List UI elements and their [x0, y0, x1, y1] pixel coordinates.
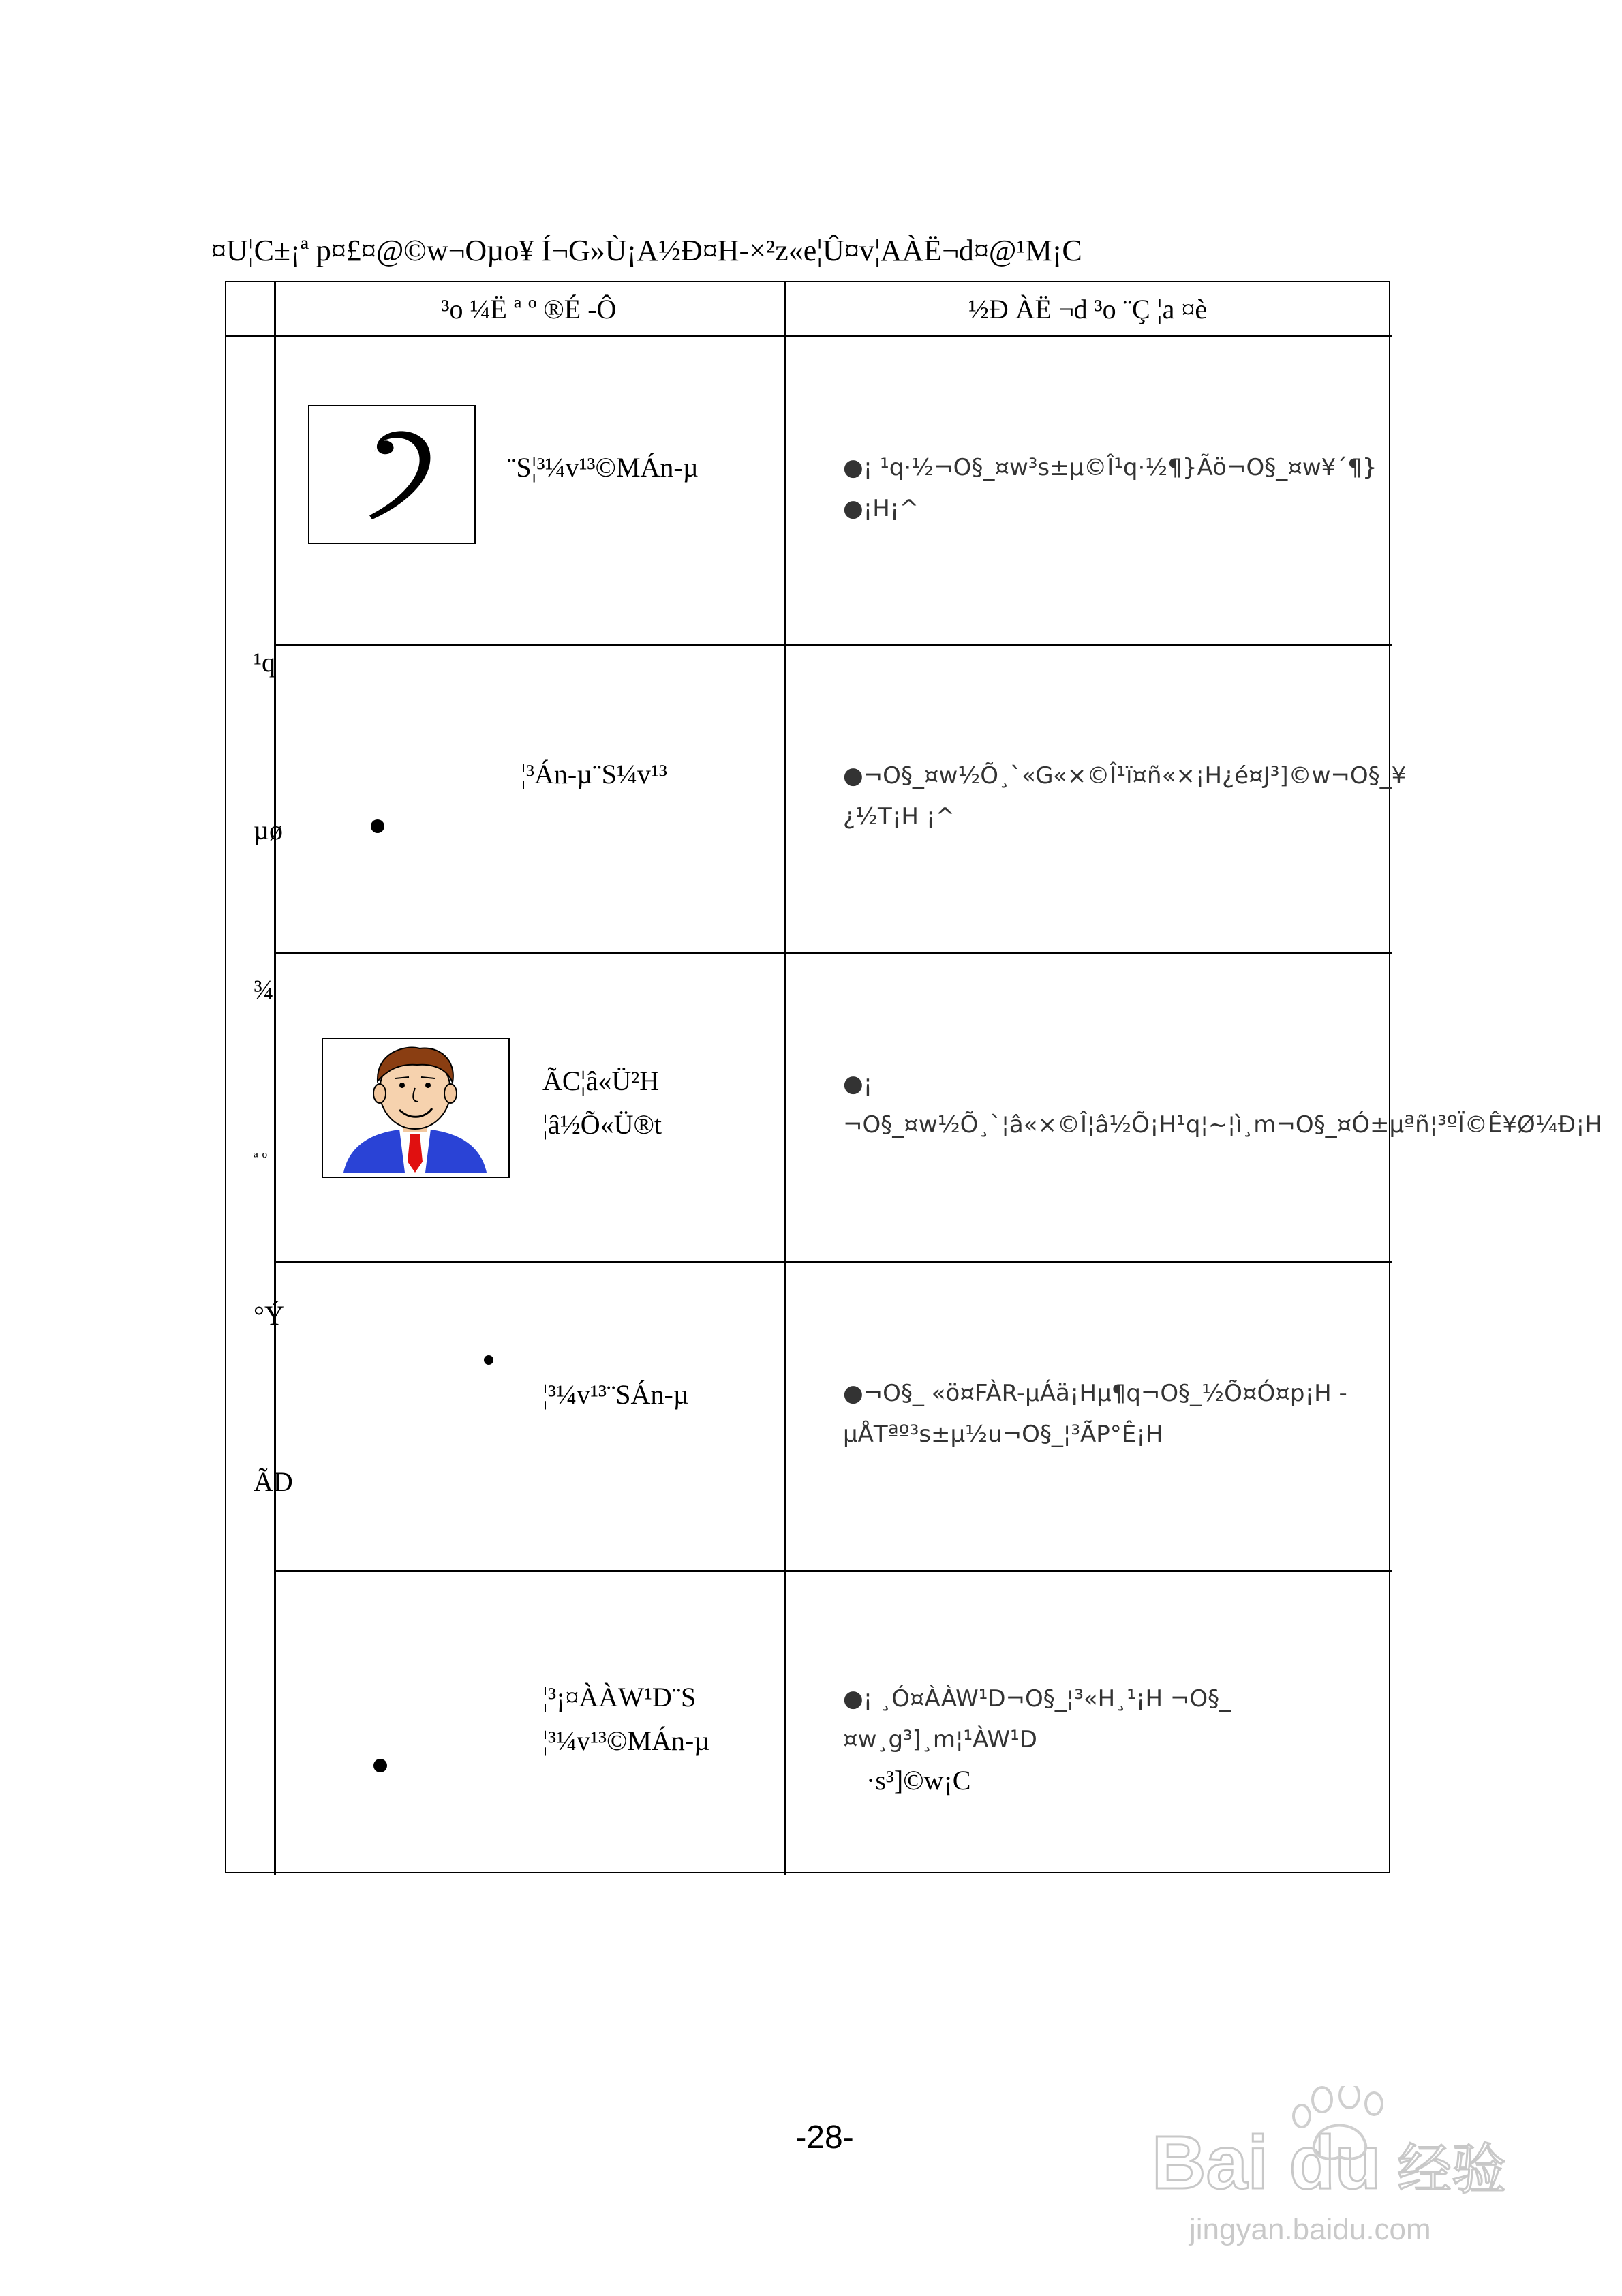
side-label-char: ¾ — [254, 974, 274, 1005]
troubleshooting-table — [225, 281, 1603, 1873]
check-note-text: ●¡ ¸Ó¤ÀÀW¹D¬O§_¦³«H¸¹¡H ¬O§_ ¤w¸g³]¸m¦¹ÀW¹D — [843, 1685, 1231, 1753]
symptom-caption: ÃC¦â«Ü²H — [542, 1066, 660, 1096]
page-number: -28- — [795, 2119, 854, 2156]
symptom-caption: ¦³Án-µ¨S¼v¹³ — [521, 759, 667, 789]
symptom-caption: ¦³¼v¹³¨SÁn-µ — [542, 1379, 689, 1410]
rule — [274, 282, 276, 1875]
side-label-char: ÃD — [254, 1466, 293, 1497]
watermark-brand: Bai du — [1152, 2121, 1381, 2205]
symptom-caption: ¦³¼v¹³©MÁn-µ — [542, 1725, 710, 1756]
rule — [274, 1261, 1392, 1263]
rule — [274, 644, 1392, 646]
symptom-caption: ¦³¡¤ÀÀW¹D¨S — [542, 1682, 697, 1712]
check-note: ●¡ ¬O§_¤w½Õ¸`¦â«×©Î¦â½Õ¡H¹q¦~¦ì¸m¬O§_¤Ó±µªñ¦³ºÏ©Ê¥Ø¼Ð¡H — [843, 1070, 1603, 1138]
symptom-caption: ¨S¦³¼v¹³©MÁn-µ — [507, 452, 699, 483]
dot-mark — [484, 1355, 493, 1365]
rule — [274, 952, 1392, 954]
rule — [274, 1570, 1392, 1572]
header-symptom: ³o ¼Ë ª º ®É -Ô — [441, 293, 617, 324]
check-note: ●¬O§_¤w½Õ¸`«G«×©Î¹ï¤ñ«×¡H¿é¤J³]©w¬O§_¥¿½T¡H ¡^ — [843, 762, 1407, 830]
side-label-char: µø — [254, 815, 284, 845]
dot-mark — [371, 819, 384, 833]
side-label-char: ¹q — [254, 647, 275, 678]
check-note-tail: ·s³]©w¡C — [866, 1765, 971, 1796]
watermark-brand-cn: 经验 — [1397, 2138, 1506, 2201]
side-label-char: ª º — [254, 1150, 268, 1168]
check-note: ●¡ ¹q·½¬O§_¤w³s±µ©Î¹q·½¶}Ãö¬O§_¤w¥´¶}●¡H¡^ — [843, 454, 1377, 522]
check-note: ●¬O§_ «ö¤FÀR-µÁä¡Hµ¶q¬O§_½Õ¤Ó¤p¡H µÅTªº³s±µ½u¬O§_¦³ÃP°Ê¡H — [843, 1380, 1347, 1448]
intro-line: ¤U¦C±¡ª p¤£¤@©w¬Oµo¥ Í¬G»Ù¡A½Ð¤H-×²z«e¦Û¤v¦AÀË¬d¤@¹M¡C — [211, 234, 1082, 267]
bass-clef-icon — [308, 405, 476, 544]
header-check: ½Ð ÀË ¬d ³o ¨Ç ¦a ¤è — [968, 293, 1208, 324]
man-portrait-icon — [322, 1038, 510, 1178]
side-label-char: °Ý — [254, 1300, 284, 1331]
dot-mark — [373, 1759, 387, 1772]
rule — [784, 282, 786, 1875]
check-note — [843, 1678, 1388, 1802]
watermark-url: jingyan.baidu.com — [1189, 2213, 1431, 2246]
rule — [226, 335, 1392, 337]
symptom-caption: ¦â½Õ«Ü®t — [542, 1109, 662, 1140]
